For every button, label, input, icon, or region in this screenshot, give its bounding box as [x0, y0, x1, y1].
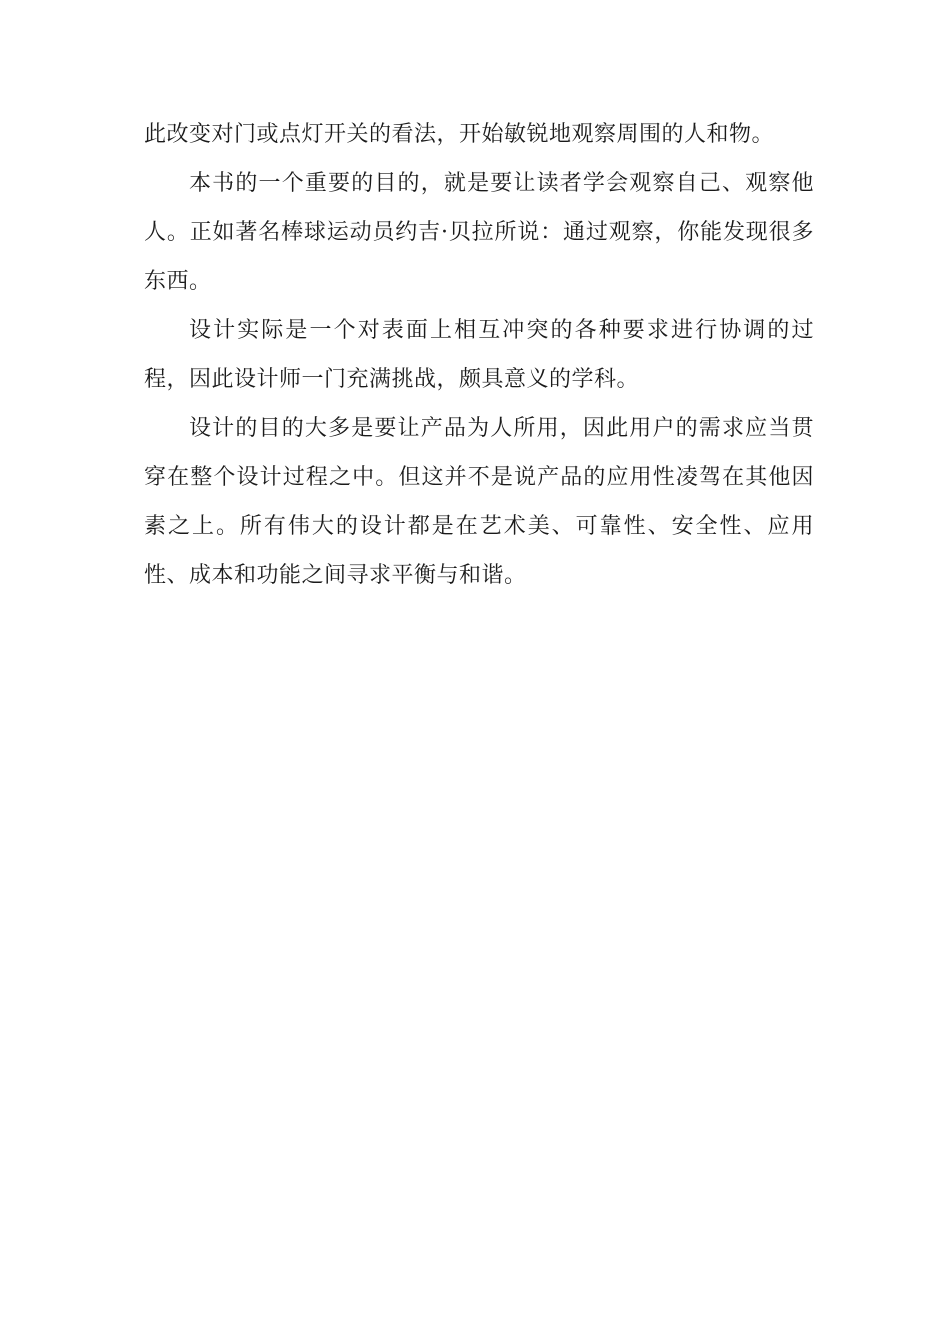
paragraph-design-process: 设计实际是一个对表面上相互冲突的各种要求进行协调的过程，因此设计师一门充满挑战，颇具意义的学科。	[144, 318, 814, 392]
paragraph-design-purpose: 设计的目的大多是要让产品为人所用，因此用户的需求应当贯穿在整个设计过程之中。但这并不是说产品的应用性凌驾在其他因素之上。所有伟大的设计都是在艺术美、可靠性、安全性、应用性、成本和功能之间寻求平衡与和谐。	[144, 416, 814, 588]
paragraph-observation: 本书的一个重要的目的，就是要让读者学会观察自己、观察他人。正如著名棒球运动员约吉·贝拉所说：通过观察，你能发现很多东西。	[144, 171, 814, 294]
document-body	[144, 110, 814, 600]
paragraph-continued: 此改变对门或点灯开关的看法，开始敏锐地观察周围的人和物。	[144, 122, 775, 147]
